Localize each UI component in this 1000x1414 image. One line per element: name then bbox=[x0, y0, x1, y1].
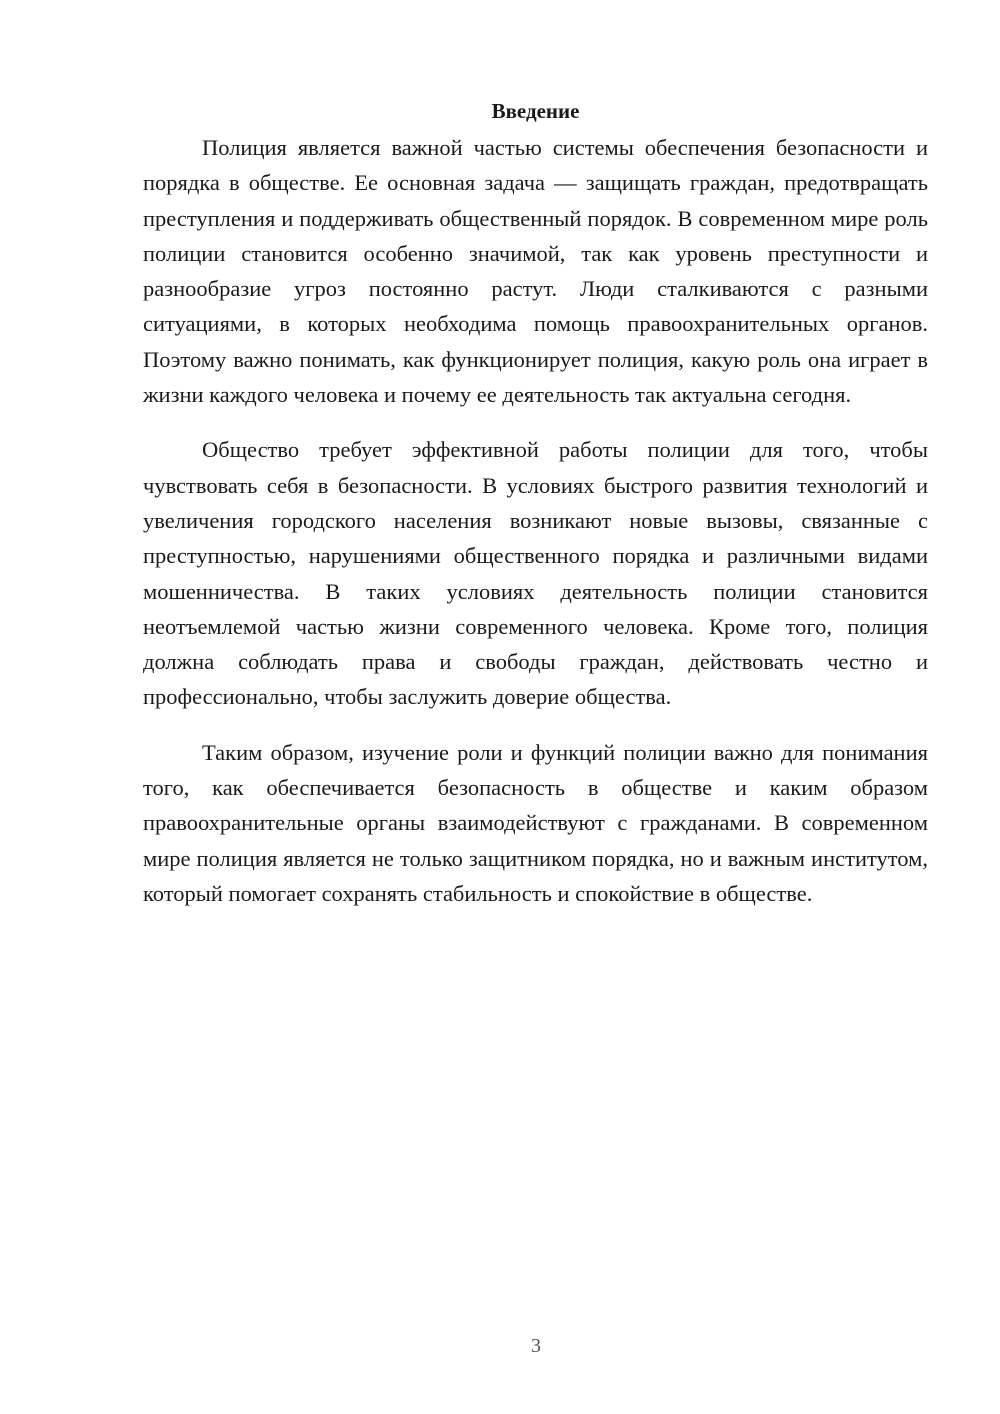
document-body bbox=[143, 96, 928, 931]
paragraph-3: Таким образом, изучение роли и функций полиции важно для понимания того, как обеспечивается безопасность в обществе и каким образом правоохранительные органы взаимодействуют с гражданами. В современном мире полиция является не только защитником порядка, но и важным институтом, который помогает сохранять стабильность и спокойствие в обществе. bbox=[143, 739, 928, 906]
paragraph-2: Общество требует эффективной работы полиции для того, чтобы чувствовать себя в безопасности. В условиях быстрого развития технологий и увеличения городского населения возникают новые вызовы, связанные с преступностью, нарушениями общественного порядка и различными видами мошенничества. В таких условиях деятельность полиции становится неотъемлемой частью жизни современного человека. Кроме того, полиция должна соблюдать права и свободы граждан, действовать честно и профессионально, чтобы заслужить доверие общества. bbox=[143, 437, 928, 710]
page-number: 3 bbox=[531, 1335, 541, 1357]
section-heading: Введение bbox=[491, 99, 580, 123]
paragraph-1: Полиция является важной частью системы обеспечения безопасности и порядка в обществе. Ее основная задача — защищать граждан, предотвращать преступления и поддерживать общественный порядок. В современном мире роль полиции становится особенно значимой, так как уровень преступности и разнообразие угроз постоянно растут. Люди сталкиваются с разными ситуациями, в которых необходима помощь правоохранительных органов. Поэтому важно понимать, как функционирует полиция, какую роль она играет в жизни каждого человека и почему ее деятельность так актуальна сегодня. bbox=[143, 135, 928, 408]
